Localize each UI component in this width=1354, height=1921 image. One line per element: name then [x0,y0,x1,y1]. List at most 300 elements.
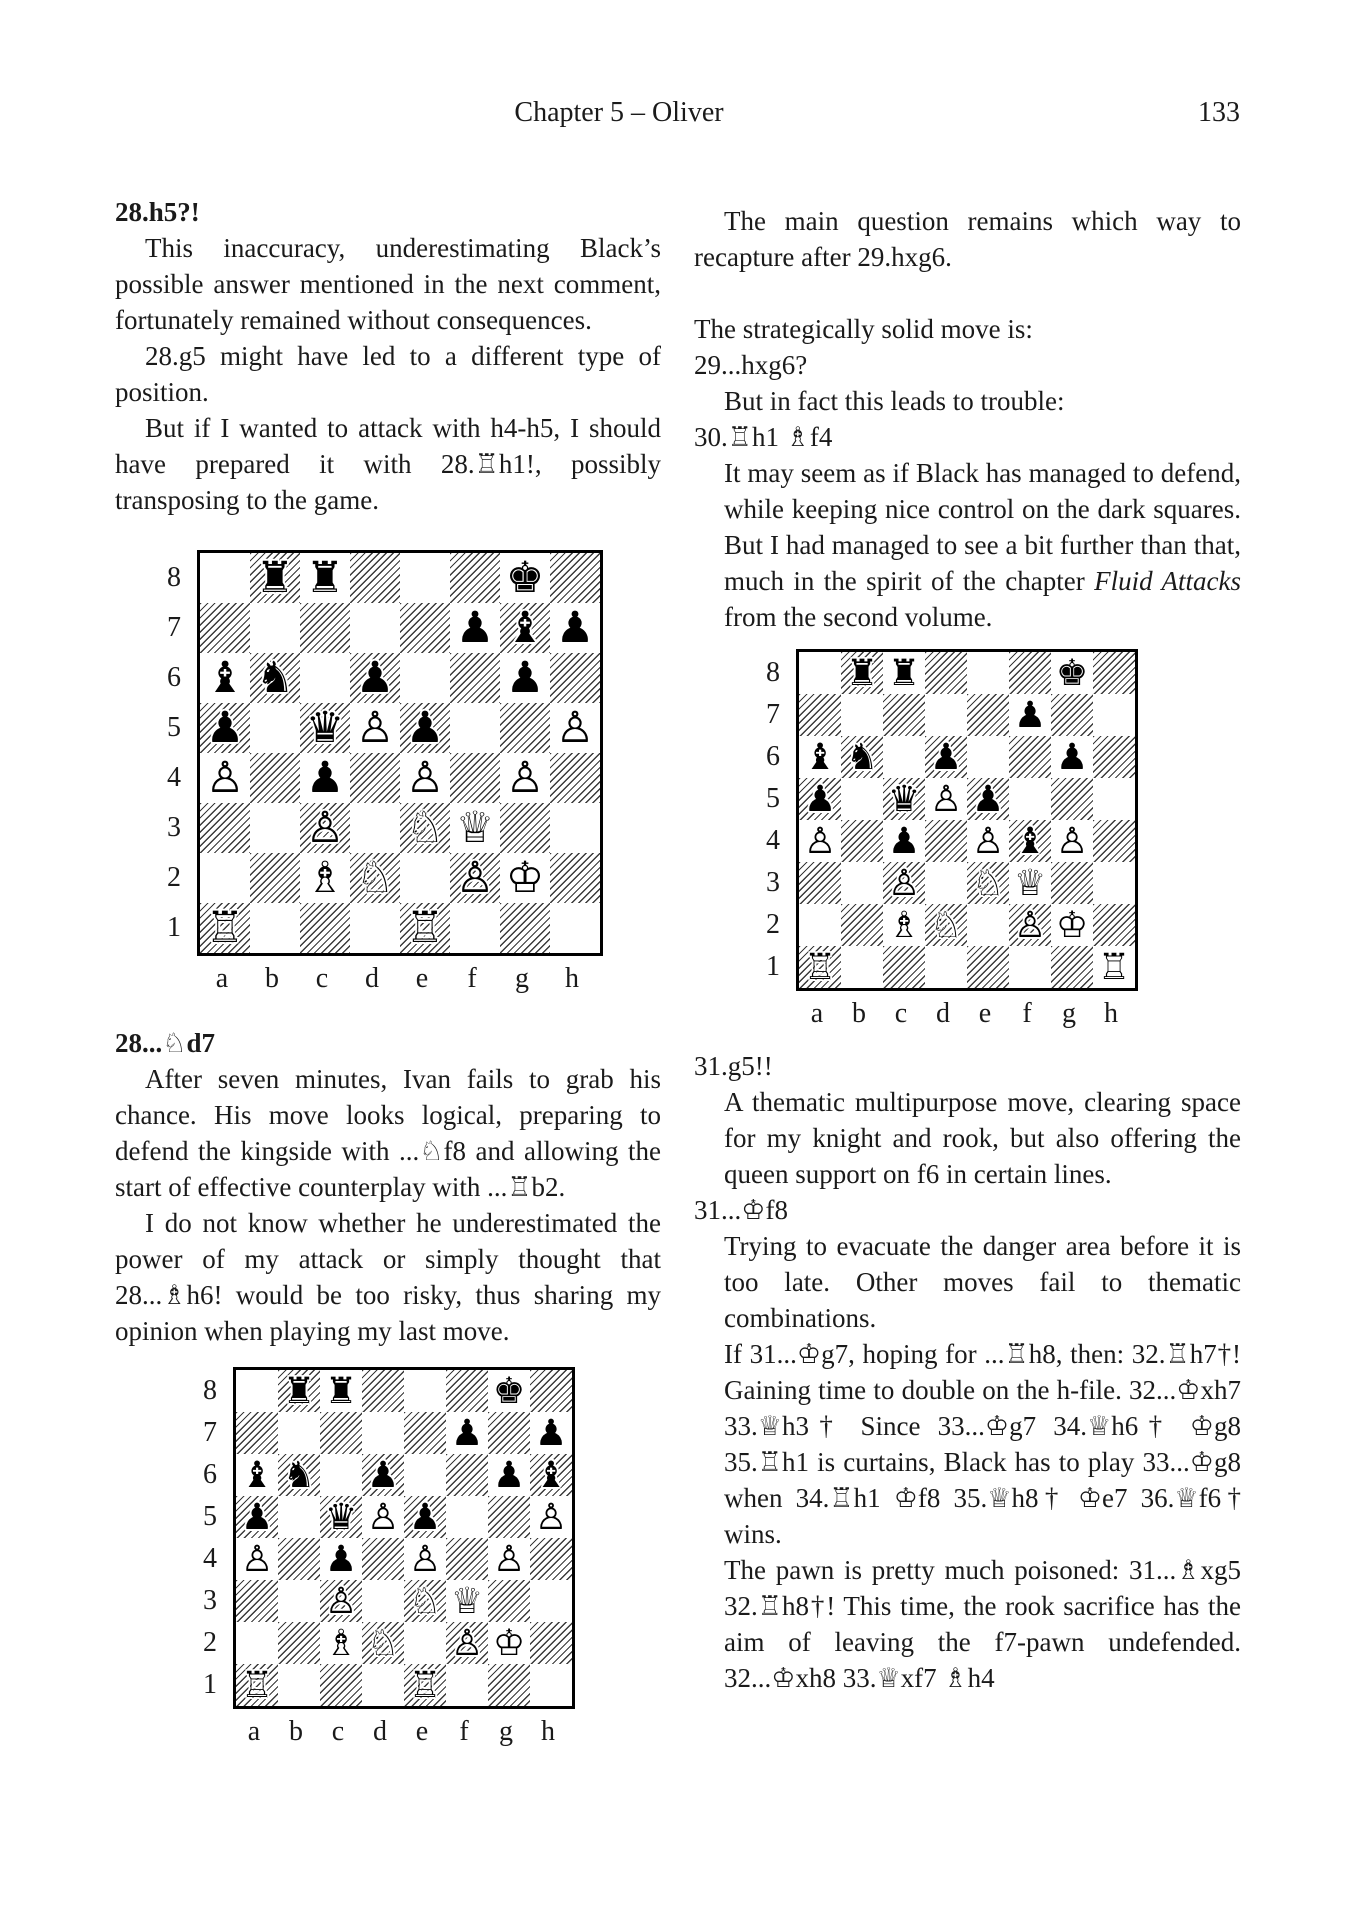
board-square [404,1496,446,1538]
file-label: h [541,1715,555,1747]
chess-piece: ♝ [534,1452,568,1496]
board-square [450,553,500,603]
board-square [488,1538,530,1580]
paragraph: Trying to evacuate the danger area before it is too late. Other moves fail to thematic combinations. [724,1230,1241,1333]
file-label: d [373,1715,387,1747]
board-square [278,1580,320,1622]
chess-piece: ♕ [1013,860,1047,904]
board-square [550,703,600,753]
board-square [300,553,350,603]
board-square [350,853,400,903]
board-square [236,1454,278,1496]
rank-label: 3 [766,867,780,898]
chess-piece: ♞ [282,1452,316,1496]
rank-labels [155,550,197,956]
board-square [1009,694,1051,736]
board-square [320,1538,362,1580]
board-square [400,803,450,853]
rank-label: 4 [167,762,181,793]
board-square [1009,736,1051,778]
paragraph: A thematic multipurpose move, clearing space for my knight and rook, but also offering the queen support on f6 in certain lines. [724,1086,1241,1189]
chess-piece: ♘ [408,1578,442,1622]
board-square [278,1622,320,1664]
board-square [1093,736,1135,778]
file-labels [197,956,603,995]
board-square [450,703,500,753]
chess-piece: ♙ [408,1536,442,1580]
file-label: f [467,963,477,994]
chess-piece: ♔ [505,852,545,903]
board-square [1093,820,1135,862]
board-square [1009,778,1051,820]
file-label: a [215,963,229,994]
chess-piece: ♖ [405,902,445,953]
board-square [350,653,400,703]
board-square [550,803,600,853]
left-column [115,194,661,1748]
chess-piece: ♟ [492,1452,526,1496]
board-square [967,652,1009,694]
board-square [236,1496,278,1538]
board-square [400,753,450,803]
board-square [925,946,967,988]
board-square [404,1622,446,1664]
board-square [530,1622,572,1664]
chess-piece: ♙ [305,802,345,853]
board-square [446,1538,488,1580]
board-square [320,1370,362,1412]
board-square [1093,652,1135,694]
chess-piece: ♟ [408,1494,442,1538]
rank-label: 2 [203,1626,217,1658]
chess-piece: ♜ [305,552,345,603]
chapter-reference: Fluid Attacks [1094,566,1241,596]
chess-piece: ♞ [255,652,295,703]
board-square [278,1664,320,1706]
chess-piece: ♟ [1013,692,1047,736]
board-square [362,1538,404,1580]
board-square [1051,820,1093,862]
move-heading: 28...♘d7 [115,1027,215,1058]
chess-piece: ♗ [324,1620,358,1664]
paragraph: But if I wanted to attack with h4-h5, I should have prepared it with 28.♖h1!, possibly transposing to the game. [115,413,661,515]
chess-piece: ♟ [887,818,921,862]
board-square [200,653,250,703]
board-square [883,736,925,778]
move-line: 31.g5!! [694,1050,773,1081]
board-square [278,1412,320,1454]
chess-piece: ♟ [205,702,245,753]
board-square [400,603,450,653]
board-square [1051,652,1093,694]
rank-label: 2 [167,862,181,893]
board-square [967,862,1009,904]
board-square [362,1412,404,1454]
board-square [320,1412,362,1454]
chess-piece: ♟ [355,652,395,703]
file-label: b [265,963,279,994]
rank-label: 5 [766,783,780,814]
board-square [488,1454,530,1496]
chess-piece: ♙ [1013,902,1047,946]
file-label: d [936,998,950,1029]
chess-piece: ♙ [355,702,395,753]
move-heading: 28.h5?! [115,197,200,227]
board-square [362,1580,404,1622]
paragraph: This inaccuracy, underestimating Black’s possible answer mentioned in the next comment, fortunately remained without consequences. [115,233,661,335]
chess-piece: ♟ [929,734,963,778]
board-square [250,903,300,953]
board-square [350,703,400,753]
file-label: c [315,963,329,994]
board-square [550,603,600,653]
chess-piece: ♝ [1013,818,1047,862]
board-square [450,803,500,853]
board-square [278,1496,320,1538]
chess-piece: ♖ [1097,944,1131,988]
board-square [1051,694,1093,736]
board-square [350,603,400,653]
file-labels [796,991,1138,1030]
board-square [1093,862,1135,904]
board-square [1009,946,1051,988]
board-square [400,703,450,753]
rank-label: 8 [167,562,181,593]
board-square [488,1412,530,1454]
chess-piece: ♟ [971,776,1005,820]
board-square [500,553,550,603]
board-square [200,803,250,853]
board-square [967,736,1009,778]
file-label: e [978,998,992,1029]
board-square [799,736,841,778]
move-line: 30.♖h1 ♗f4 [694,422,833,452]
board-square [1051,862,1093,904]
rank-label: 8 [203,1374,217,1406]
file-label: h [565,963,579,994]
board-square [530,1664,572,1706]
chess-piece: ♘ [366,1620,400,1664]
board-square [300,603,350,653]
board-square [236,1538,278,1580]
board-square [488,1664,530,1706]
chess-piece: ♛ [887,776,921,820]
chess-piece: ♜ [324,1368,358,1412]
chess-piece: ♙ [240,1536,274,1580]
chess-piece: ♙ [405,752,445,803]
rank-label: 7 [203,1416,217,1448]
chess-diagram-1 [155,550,603,995]
file-label: e [415,963,429,994]
chess-piece: ♕ [450,1578,484,1622]
chess-piece: ♟ [555,602,595,653]
paragraph: But in fact this leads to trouble: [724,386,1065,416]
board-square [500,903,550,953]
board-square [250,753,300,803]
chess-piece: ♜ [282,1368,316,1412]
board-square [500,803,550,853]
board-square [799,904,841,946]
right-column [694,203,1241,1696]
chess-piece: ♝ [205,652,245,703]
rank-label: 1 [203,1668,217,1700]
board-square [400,553,450,603]
rank-labels [191,1367,233,1709]
chess-piece: ♝ [803,734,837,778]
paragraph: The main question remains which way to recapture after 29.hxg6. [694,206,1241,272]
file-label: b [852,998,866,1029]
chess-diagram-3 [754,649,1138,1030]
move-line: 31...♔f8 [694,1194,788,1225]
board-square [1009,862,1051,904]
chess-piece: ♜ [255,552,295,603]
board-square [799,652,841,694]
paragraph: If 31...♔g7, hoping for ...♖h8, then: 32.♖h7†! Gaining time to double on the h-file. 32...♔xh7 33.♕h3† Since 33...♔g7 34.♕h6† ♔g8 35.♖h1 is curtains, Black has to play 33...♔g8 when 34.♖h1 ♔f8 35.♕h8† ♔e7 36.♕f6† wins. [724,1338,1241,1549]
chess-piece: ♚ [505,552,545,603]
file-label: f [1022,998,1032,1029]
board-square [362,1664,404,1706]
board-square [450,653,500,703]
board-square [841,862,883,904]
chess-piece: ♖ [205,902,245,953]
board-square [404,1370,446,1412]
board-square [967,778,1009,820]
board-square [841,946,883,988]
board-square [300,853,350,903]
board-square [200,603,250,653]
board-square [1051,736,1093,778]
board-square [200,553,250,603]
chess-piece: ♟ [324,1536,358,1580]
board-square [400,903,450,953]
board-square [488,1580,530,1622]
rank-label: 3 [167,812,181,843]
rank-label: 7 [167,612,181,643]
paragraph: 28.g5 might have led to a different type of position. [115,341,661,407]
board-square [925,652,967,694]
board-square [841,736,883,778]
board-square [883,862,925,904]
board-square [925,904,967,946]
board-square [320,1496,362,1538]
paragraph: I do not know whether he underestimated the power of my attack or simply thought that 28...♗h6! would be too risky, thus sharing my opinion when playing my last move. [115,1207,661,1346]
chess-piece: ♙ [555,702,595,753]
board-square [530,1412,572,1454]
chess-piece: ♟ [240,1494,274,1538]
board-square [1009,820,1051,862]
board-square [236,1580,278,1622]
board-square [550,903,600,953]
chess-piece: ♘ [355,852,395,903]
board-square [883,694,925,736]
rank-label: 5 [167,712,181,743]
board-square [446,1664,488,1706]
board-square [446,1412,488,1454]
rank-label: 4 [766,825,780,856]
file-label: g [1062,998,1076,1029]
board-square [883,652,925,694]
chess-piece: ♖ [408,1662,442,1706]
board-square [250,853,300,903]
board-square [446,1580,488,1622]
chess-piece: ♟ [803,776,837,820]
board-square [883,820,925,862]
chess-piece: ♙ [205,752,245,803]
chess-piece: ♙ [971,818,1005,862]
file-label: f [459,1715,469,1747]
rank-label: 3 [203,1584,217,1616]
board-square [500,703,550,753]
board-square [925,694,967,736]
page-number: 133 [1198,97,1240,128]
rank-label: 6 [203,1458,217,1490]
board-square [841,820,883,862]
chess-piece: ♞ [845,734,879,778]
chess-piece: ♘ [405,802,445,853]
chess-piece: ♔ [1055,902,1089,946]
file-label: e [415,1715,429,1747]
board-square [841,652,883,694]
board-square [362,1370,404,1412]
chess-piece: ♟ [405,702,445,753]
board-square [250,803,300,853]
chess-piece: ♙ [1055,818,1089,862]
board-square [500,753,550,803]
board-square [404,1412,446,1454]
file-labels [233,1709,575,1748]
board-square [236,1622,278,1664]
board-square [446,1622,488,1664]
chess-piece: ♕ [455,802,495,853]
board-square [925,820,967,862]
board-square [278,1370,320,1412]
rank-label: 6 [766,741,780,772]
board-square [1009,904,1051,946]
board-square [799,778,841,820]
board-square [799,946,841,988]
board-square [550,853,600,903]
paragraph-gap [694,275,1241,311]
chess-piece: ♟ [1055,734,1089,778]
rank-labels [754,649,796,991]
chess-piece: ♟ [505,652,545,703]
board-square [550,753,600,803]
board-square [550,553,600,603]
board-square [300,903,350,953]
board-square [967,946,1009,988]
board-square [404,1580,446,1622]
rank-label: 1 [167,912,181,943]
rank-label: 7 [766,699,780,730]
board-square [450,753,500,803]
board-square [250,553,300,603]
board-square [278,1538,320,1580]
board-square [446,1370,488,1412]
board-square [320,1664,362,1706]
board-square [236,1664,278,1706]
board-square [236,1412,278,1454]
board-square [925,778,967,820]
chess-piece: ♟ [450,1410,484,1454]
board-square [799,694,841,736]
board-square [200,753,250,803]
chess-board [796,649,1138,991]
board-square [841,778,883,820]
board-square [799,862,841,904]
paragraph: The pawn is pretty much poisoned: 31...♗xg5 32.♖h8†! This time, the rook sacrifice has the aim of leaving the f7-pawn undefended. 32...♔xh8 33.♕xf7 ♗h4 [724,1554,1241,1693]
chess-piece: ♙ [505,752,545,803]
file-label: d [365,963,379,994]
board-square [446,1496,488,1538]
board-square [1051,946,1093,988]
board-square [362,1496,404,1538]
board-square [1093,778,1135,820]
board-square [1093,904,1135,946]
board-square [883,946,925,988]
board-square [200,853,250,903]
board-square [450,603,500,653]
rank-label: 6 [167,662,181,693]
chess-piece: ♛ [324,1494,358,1538]
chess-piece: ♖ [240,1662,274,1706]
board-square [488,1622,530,1664]
board-square [400,653,450,703]
board-square [1093,946,1135,988]
board-square [500,853,550,903]
board-square [841,694,883,736]
board-square [400,853,450,903]
file-label: c [894,998,908,1029]
file-label: a [810,998,824,1029]
board-square [278,1454,320,1496]
board-square [236,1370,278,1412]
file-label: g [499,1715,513,1747]
chess-piece: ♙ [450,1620,484,1664]
board-square [250,703,300,753]
board-square [1051,904,1093,946]
chess-piece: ♙ [887,860,921,904]
chess-piece: ♘ [971,860,1005,904]
board-square [530,1580,572,1622]
chess-piece: ♘ [929,902,963,946]
file-label: g [515,963,529,994]
chess-piece: ♟ [305,752,345,803]
rank-label: 5 [203,1500,217,1532]
chess-piece: ♟ [455,602,495,653]
board-square [320,1622,362,1664]
board-square [1009,652,1051,694]
rank-label: 1 [766,951,780,982]
rank-label: 8 [766,657,780,688]
file-label: h [1104,998,1118,1029]
board-square [320,1454,362,1496]
board-square [320,1580,362,1622]
chess-piece: ♙ [492,1536,526,1580]
board-square [350,803,400,853]
board-square [530,1496,572,1538]
chess-board [197,550,603,956]
board-square [404,1664,446,1706]
board-square [530,1370,572,1412]
board-square [362,1454,404,1496]
board-square [500,653,550,703]
board-square [488,1496,530,1538]
board-square [550,653,600,703]
board-square [300,803,350,853]
board-square [350,553,400,603]
board-square [1093,694,1135,736]
board-square [450,853,500,903]
